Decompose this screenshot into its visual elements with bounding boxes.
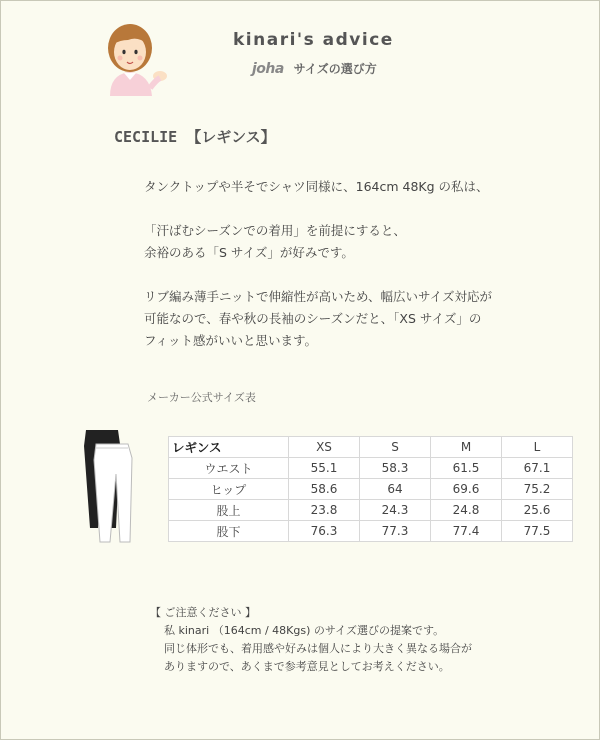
leggings-image — [78, 428, 140, 548]
row-label: ウエスト — [169, 458, 289, 479]
table-cell: 77.5 — [502, 521, 573, 542]
table-row — [169, 521, 573, 542]
advice-line: フィット感がいいと思います。 — [144, 333, 318, 348]
size-column-header: L — [502, 437, 573, 458]
row-label: 股下 — [169, 521, 289, 542]
table-cell: 77.4 — [431, 521, 502, 542]
table-cell: 24.3 — [360, 500, 431, 521]
advisor-avatar-icon — [104, 18, 172, 96]
row-label: 股上 — [169, 500, 289, 521]
notice-line: 同じ体形でも、着用感や好みは個人により大きく異なる場合が — [164, 642, 472, 655]
site-title: kinari's advice — [233, 30, 394, 50]
table-cell: 64 — [360, 479, 431, 500]
advice-line: タンクトップや半そでシャツ同様に、164cm 48Kg の私は、 — [144, 179, 489, 194]
size-column-header: M — [431, 437, 502, 458]
advice-line: 可能なので、春や秋の長袖のシーズンだと、「XS サイズ」の — [144, 311, 482, 326]
notice-line: ありますので、あくまで参考意見としてお考えください。 — [164, 660, 450, 673]
notice-block — [150, 604, 472, 676]
advice-line: リブ編み薄手ニットで伸縮性が高いため、幅広いサイズ対応が — [144, 289, 493, 304]
brand-logo: joha — [252, 61, 284, 77]
table-row — [169, 500, 573, 521]
row-label: ヒップ — [169, 479, 289, 500]
subtitle-row — [252, 60, 377, 77]
table-row — [169, 479, 573, 500]
advice-text — [144, 176, 492, 352]
size-table-header-row — [169, 437, 573, 458]
subtitle: サイズの選び方 — [293, 62, 377, 76]
table-row — [169, 458, 573, 479]
table-cell: 67.1 — [502, 458, 573, 479]
table-cell: 58.6 — [289, 479, 360, 500]
size-table-caption: メーカー公式サイズ表 — [147, 391, 256, 404]
table-cell: 25.6 — [502, 500, 573, 521]
table-cell: 69.6 — [431, 479, 502, 500]
advice-line: 「汗ばむシーズンでの着用」を前提にすると、 — [144, 223, 406, 238]
table-cell: 55.1 — [289, 458, 360, 479]
table-cell: 24.8 — [431, 500, 502, 521]
size-table-corner: レギンス — [169, 437, 289, 458]
table-cell: 61.5 — [431, 458, 502, 479]
table-cell: 23.8 — [289, 500, 360, 521]
size-column-header: S — [360, 437, 431, 458]
notice-heading: 【 ご注意ください 】 — [150, 606, 256, 619]
size-column-header: XS — [289, 437, 360, 458]
table-cell: 77.3 — [360, 521, 431, 542]
table-cell: 75.2 — [502, 479, 573, 500]
table-cell: 76.3 — [289, 521, 360, 542]
advice-line: 余裕のある「S サイズ」が好みです。 — [144, 245, 354, 260]
size-table — [168, 436, 573, 542]
product-title: CECILIE 【レギンス】 — [114, 128, 276, 146]
notice-line: 私 kinari （164cm / 48Kgs) のサイズ選びの提案です。 — [164, 624, 445, 637]
table-cell: 58.3 — [360, 458, 431, 479]
